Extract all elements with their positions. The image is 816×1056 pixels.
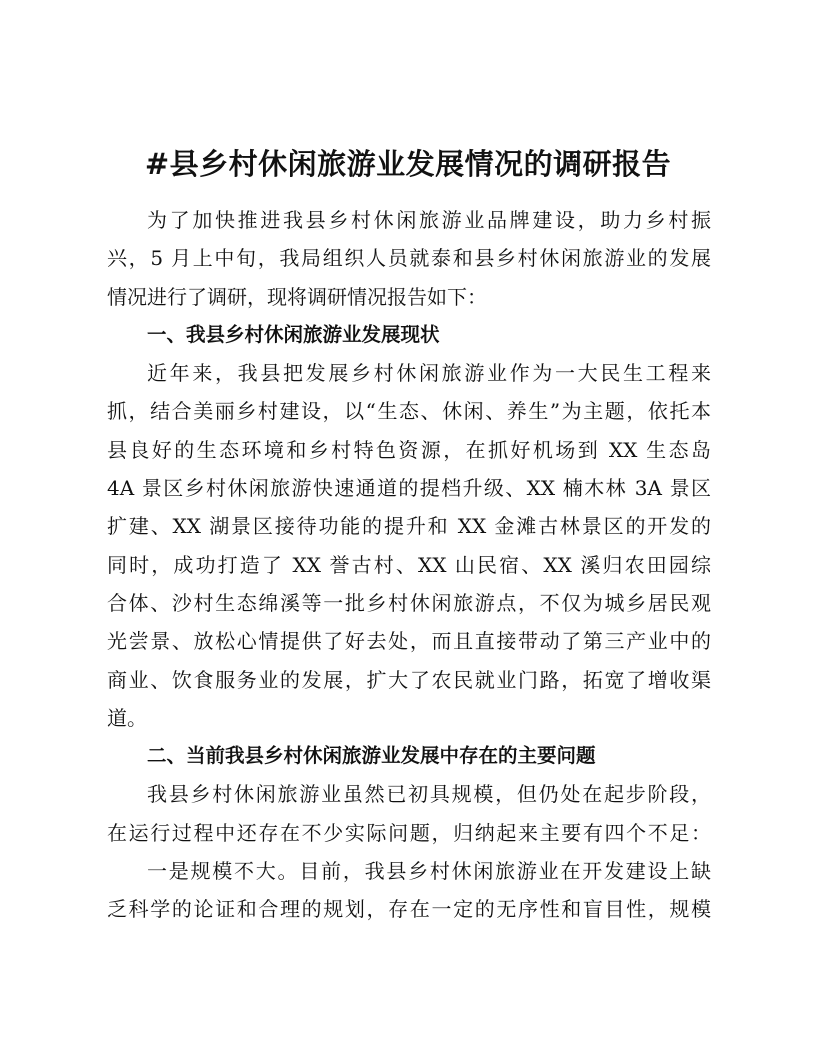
paragraph-line: 乏科学的论证和合理的规划，存在一定的无序性和盲目性，规模: [107, 897, 711, 922]
document-body: [107, 201, 711, 929]
paragraph-line: 我县乡村休闲旅游业虽然已初具规模，但仍处在起步阶段，: [147, 782, 711, 807]
paragraph-line: 道。: [107, 705, 147, 730]
paragraph-line: 同时，成功打造了 XX 誉古村、XX 山民宿、XX 溪归农田园综: [107, 552, 711, 577]
paragraph-line: 县良好的生态环境和乡村特色资源，在抓好机场到 XX 生态岛: [107, 437, 711, 462]
paragraph-line: 4A 景区乡村休闲旅游快速通道的提档升级、XX 楠木林 3A 景区: [107, 476, 711, 501]
paragraph-line: 扩建、XX 湖景区接待功能的提升和 XX 金滩古林景区的开发的: [107, 514, 711, 539]
section-heading: 二、当前我县乡村休闲旅游业发展中存在的主要问题: [147, 744, 596, 768]
document-title: #县乡村休闲旅游业发展情况的调研报告: [144, 147, 672, 181]
paragraph-line: 商业、饮食服务业的发展，扩大了农民就业门路，拓宽了增收渠: [107, 667, 711, 692]
paragraph-line: 情况进行了调研，现将调研情况报告如下：: [107, 284, 487, 309]
paragraph-line: 为了加快推进我县乡村休闲旅游业品牌建设，助力乡村振: [147, 208, 711, 232]
section-heading: 一、我县乡村休闲旅游业发展现状: [147, 322, 440, 346]
paragraph-line: 一是规模不大。目前，我县乡村休闲旅游业在开发建设上缺: [147, 859, 711, 884]
paragraph-line: 合体、沙村生态绵溪等一批乡村休闲旅游点，不仅为城乡居民观: [107, 590, 711, 615]
paragraph-line: 抓，结合美丽乡村建设，以“生态、休闲、养生”为主题，依托本: [107, 399, 711, 424]
paragraph-line: 兴，5 月上中旬，我局组织人员就泰和县乡村休闲旅游业的发展: [107, 246, 711, 271]
paragraph-line: 近年来，我县把发展乡村休闲旅游业作为一大民生工程来: [147, 361, 711, 386]
paragraph-line: 在运行过程中还存在不少实际问题，归纳起来主要有四个不足：: [107, 820, 711, 845]
paragraph-line: 光尝景、放松心情提供了好去处，而且直接带动了第三产业中的: [107, 629, 711, 654]
